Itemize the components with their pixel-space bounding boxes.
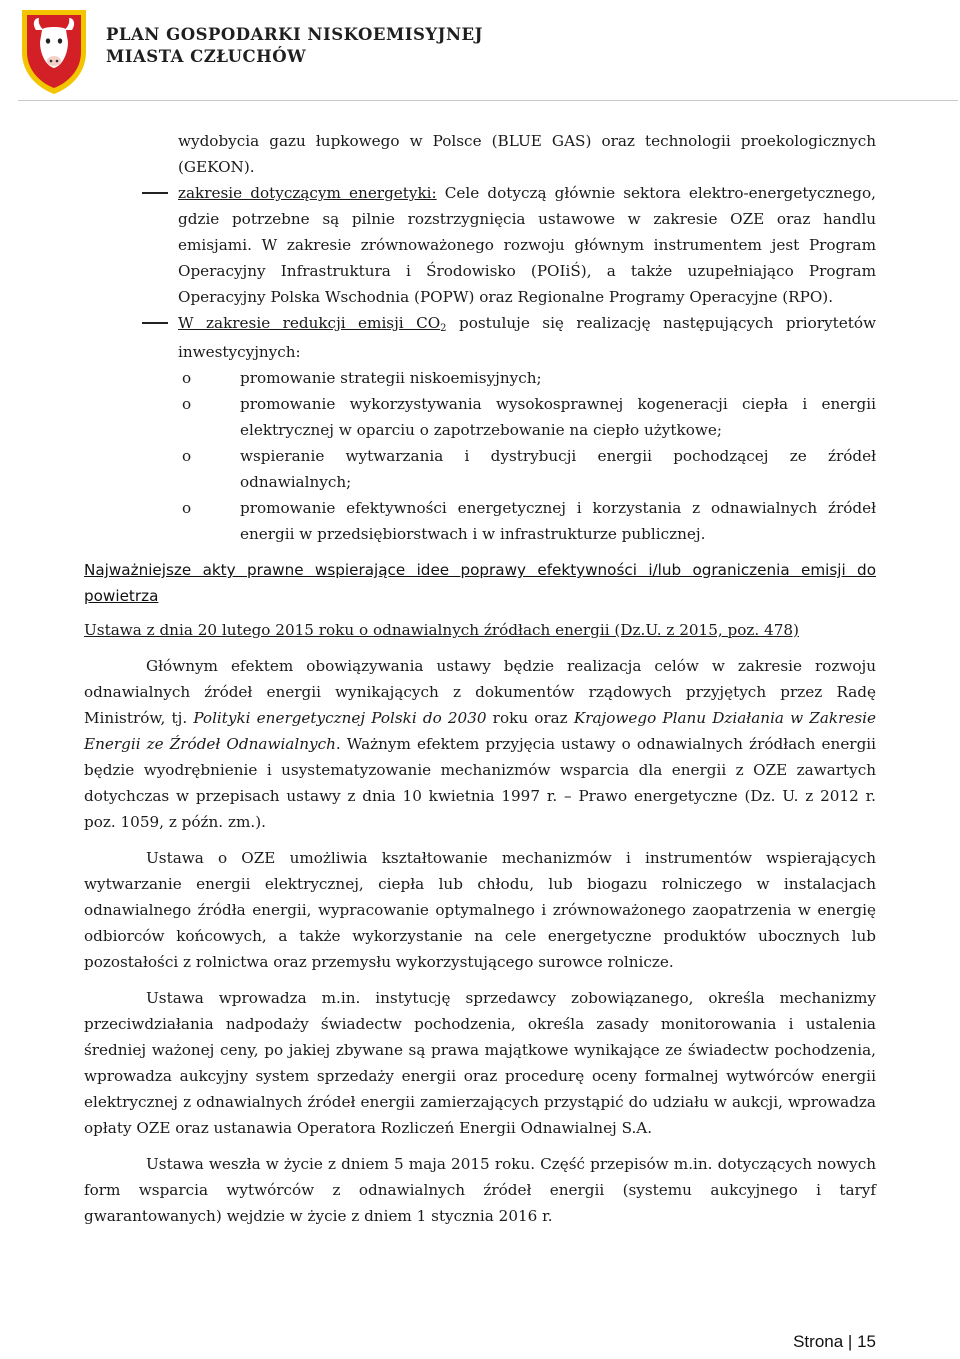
page-label: Strona: [793, 1332, 844, 1351]
item-text: postuluje się realizację następujących priorytetów inwestycyjnych:: [178, 314, 876, 361]
paragraph-2: Ustawa o OZE umożliwia kształtowanie mechanizmów i instrumentów wspierających wytwarzanie energii elektrycznej, ciepła lub chłodu, lub biogazu rolniczego w instalacjach odnawialnego źródła energii, wypracowanie optymalnego i zrównoważonego zaopatrzenia w energię odbiorców końcowych, a także wykorzystanie na cele energetyczne produktów ubocznych lub pozostałości z rolnictwa oraz przemysłu wykorzystującego surowce rolnicze.: [84, 849, 876, 971]
list-item: [84, 391, 876, 443]
para-text: . Ważnym efektem przyjęcia ustawy o odnawialnych źródłach energii będzie wyodrębnienie i usystematyzowanie mechanizmów wsparcia dla energii z OZE zawartych dotychczas w przepisach ustawy z dnia 10 kwietnia 1997 r. – Prawo energetyczne (Dz. U. z 2012 r. poz. 1059, z późn. zm.).: [84, 735, 877, 831]
page-number: [793, 1332, 876, 1352]
page-number-value: 15: [857, 1332, 876, 1351]
document-title: [106, 24, 483, 68]
page-separator: |: [847, 1332, 853, 1351]
page-body: [84, 128, 876, 1229]
list-item-energy: [84, 180, 876, 310]
list-item: [84, 365, 876, 391]
item-lead: [178, 314, 447, 332]
list-item-text: promowanie strategii niskoemisyjnych;: [240, 369, 542, 387]
priorities-list: [84, 365, 876, 547]
list-item: [84, 443, 876, 495]
page-header: [18, 6, 958, 98]
para-text: Głównym efektem obowiązywania ustawy będzie realizacja celów w zakresie rozwoju odnawialnych źródeł energii wynikających z dokumentów rządowych przyjętych przez Radę Ministrów, tj.: [84, 657, 876, 727]
header-divider: [18, 100, 958, 101]
list-item: [84, 495, 876, 547]
act-title: Ustawa z dnia 20 lutego 2015 roku o odnawialnych źródłach energii (Dz.U. z 2015, poz. 478): [84, 621, 799, 639]
list-item-text: promowanie efektywności energetycznej i korzystania z odnawialnych źródeł energii w przedsiębiorstwach i w infrastrukturze publicznej.: [240, 499, 876, 543]
section-heading: Najważniejsze akty prawne wspierające idee poprawy efektywności i/lub ograniczenia emisji do powietrza: [84, 561, 876, 605]
dash-bullet-icon: [142, 192, 168, 194]
title-line-1: PLAN GOSPODARKI NISKOEMISYJNEJ: [106, 25, 483, 44]
list-item-text: wspieranie wytwarzania i dystrybucji energii pochodzącej ze źródeł odnawialnych;: [240, 447, 876, 491]
list-item-co2: [84, 310, 876, 365]
item-lead: zakresie dotyczącym energetyki:: [178, 184, 437, 202]
circle-bullet-icon: o: [182, 395, 192, 413]
italic-title: Polityki energetycznej Polski do 2030: [193, 709, 487, 727]
circle-bullet-icon: o: [182, 499, 192, 517]
subscript-2: 2: [440, 323, 447, 334]
paragraph-3: Ustawa wprowadza m.in. instytucję sprzedawcy zobowiązanego, określa mechanizmy przeciwdziałania nadpodaży świadectw pochodzenia, określa zasady monitorowania i ustalenia średniej ważonej ceny, po jakiej zbywane są prawa majątkowe wynikające ze świadectw pochodzenia, wprowadza aukcyjny system sprzedaży energii oraz procedurę oceny formalnej wytwórców energii elektrycznej z odnawialnych źródeł energii zamierzających przystąpić do udziału w aukcji, wprowadza opłaty OZE oraz ustanawia Operatora Rozliczeń Energii Odnawialnej S.A.: [84, 989, 876, 1137]
list-item-text: promowanie wykorzystywania wysokosprawnej kogeneracji ciepła i energii elektrycznej w oparciu o zapotrzebowanie na ciepło użytkowe;: [240, 395, 876, 439]
italic-title: Krajowego Planu Działania w Zakresie Energii ze Źródeł Odnawialnych: [84, 709, 876, 753]
continuation-text: wydobycia gazu łupkowego w Polsce (BLUE GAS) oraz technologii proekologicznych (GEKON).: [178, 132, 876, 176]
item-text: Cele dotyczą głównie sektora elektro-energetycznego, gdzie potrzebne są pilnie rozstrzygnięcia ustawowe w zakresie OZE oraz handlu emisjami. W zakresie zrównoważonego rozwoju głównym instrumentem jest Program Operacyjny Infrastruktura i Środowisko (POIiŚ), a także uzupełniająco Program Operacyjny Polska Wschodnia (POPW) oraz Regionalne Programy Operacyjne (RPO).: [178, 184, 876, 306]
paragraph-4: Ustawa weszła w życie z dniem 5 maja 2015 roku. Część przepisów m.in. dotyczących nowych form wsparcia wytwórców z odnawialnych źródeł energii (systemu aukcyjnego i taryf gwarantowanych) wejdzie w życie z dniem 1 stycznia 2016 r.: [84, 1155, 876, 1225]
lead-text: W zakresie redukcji emisji CO: [178, 314, 441, 332]
paragraph-1: [84, 653, 876, 835]
dash-bullet-icon: [142, 322, 168, 324]
circle-bullet-icon: o: [182, 369, 192, 387]
para-text: roku oraz: [486, 709, 574, 727]
city-coat-of-arms-icon: [18, 6, 90, 96]
title-line-2: MIASTA CZŁUCHÓW: [106, 47, 307, 66]
circle-bullet-icon: o: [182, 447, 192, 465]
